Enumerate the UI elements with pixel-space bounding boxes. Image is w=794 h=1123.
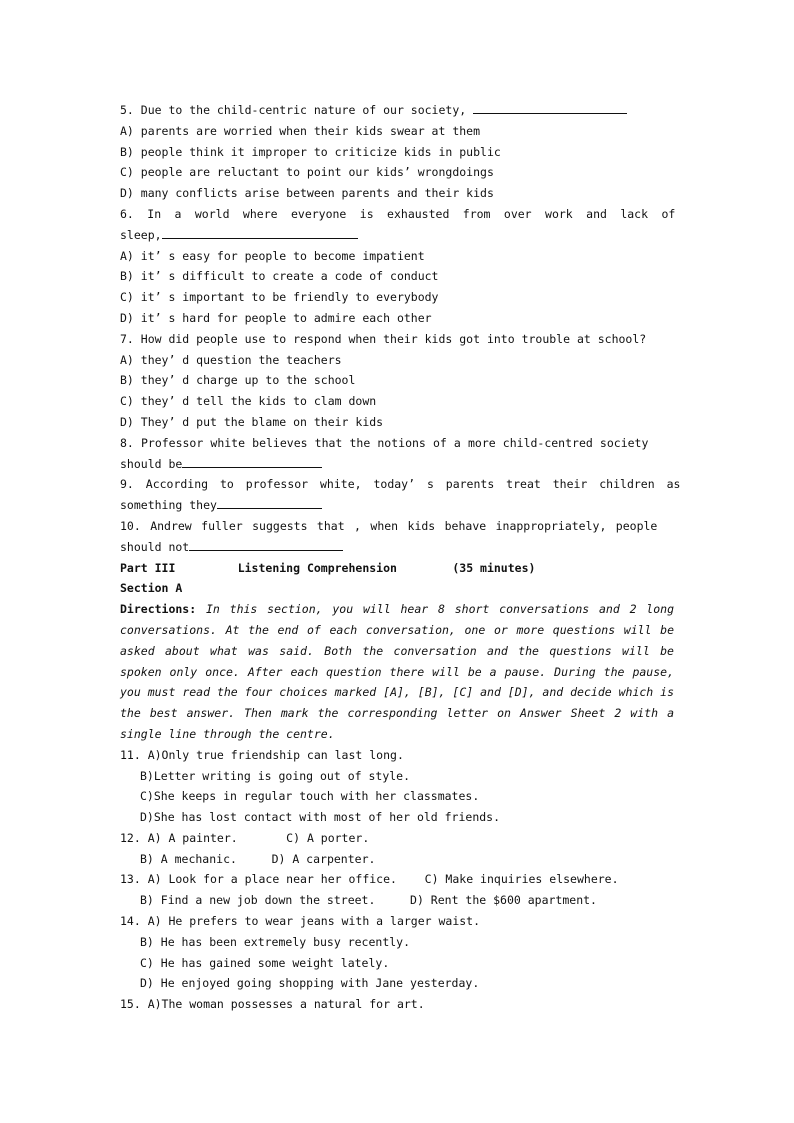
question-6-stem-line1: 6. In a world where everyone is exhausted from over work and lack of xyxy=(120,206,676,221)
question-13-row2 xyxy=(120,890,674,911)
option-6c: C) it’ s important to be friendly to everybody xyxy=(120,290,439,305)
option-5c: C) people are reluctant to point our kids’ wrongdoings xyxy=(120,165,494,180)
question-9-line1: 9. According to professor white, today’ s parents treat their children as xyxy=(120,477,681,492)
directions-label: Directions: xyxy=(120,602,197,617)
answer-blank-9 xyxy=(217,495,322,509)
option-12c: C) A porter. xyxy=(286,830,370,845)
option-13b: B) Find a new job down the street. xyxy=(140,893,376,908)
question-8-stem-end: should be xyxy=(120,456,183,471)
question-14-option-a: 14. A) He prefers to wear jeans with a larger waist. xyxy=(120,914,481,929)
option-12a: 12. A) A painter. xyxy=(120,830,238,845)
option-7a: A) they’ d question the teachers xyxy=(120,352,342,367)
directions-text: In this section, you will hear 8 short conversations and 2 long conversations. At the end of each conversation, one or more questions will be asked about what was said. Both the conversation and the questions will be spoken only once. After each question there will be a pause. During the pause, you must read the four choices marked [A], [B], [C] and [D], and decide which is the best answer. Then mark the corresponding letter on Answer Sheet 2 with a single line through the centre. xyxy=(120,602,674,741)
option-12b: B) A mechanic. xyxy=(140,851,237,866)
option-7b: B) they’ d charge up to the school xyxy=(120,373,356,388)
question-14-option-b: B) He has been extremely busy recently. xyxy=(140,934,411,949)
option-6d: D) it’ s hard for people to admire each other xyxy=(120,310,432,325)
question-11-option-c: C)She keeps in regular touch with her classmates. xyxy=(140,789,480,804)
part-title: Listening Comprehension xyxy=(237,560,397,575)
question-9-stem-end: something they xyxy=(120,498,217,513)
option-6b: B) it’ s difficult to create a code of conduct xyxy=(120,269,439,284)
part-heading xyxy=(120,558,674,579)
question-6-stem-line2 xyxy=(120,225,674,246)
part-number: Part III xyxy=(120,560,176,575)
question-10-line1: 10. Andrew fuller suggests that , when kids behave inappropriately, people xyxy=(120,518,658,533)
option-13a: 13. A) Look for a place near her office. xyxy=(120,872,397,887)
question-9-line2 xyxy=(120,495,674,516)
option-6a: A) it’ s easy for people to become impatient xyxy=(120,248,425,263)
question-6-stem-end: sleep, xyxy=(120,227,162,242)
answer-blank-5 xyxy=(473,100,627,114)
section-heading: Section A xyxy=(120,581,183,596)
question-12-row1 xyxy=(120,828,674,849)
question-15-option-a: 15. A)The woman possesses a natural for art. xyxy=(120,997,425,1012)
question-11-option-d: D)She has lost contact with most of her old friends. xyxy=(140,810,501,825)
directions xyxy=(120,599,674,745)
question-12-row2 xyxy=(120,849,674,870)
option-7d: D) They’ d put the blame on their kids xyxy=(120,414,384,429)
answer-blank-6 xyxy=(162,225,358,239)
question-8-line1: 8. Professor white believes that the notions of a more child-centred society xyxy=(120,435,649,450)
exam-content xyxy=(120,100,681,1015)
question-14-option-c: C) He has gained some weight lately. xyxy=(140,955,390,970)
question-11-option-a: 11. A)Only true friendship can last long. xyxy=(120,747,404,762)
option-13c: C) Make inquiries elsewhere. xyxy=(424,872,619,887)
answer-blank-10 xyxy=(189,537,343,551)
question-8-line2 xyxy=(120,454,674,475)
part-time: (35 minutes) xyxy=(452,560,536,575)
question-10-stem-end: should not xyxy=(120,539,190,554)
question-14-option-d: D) He enjoyed going shopping with Jane yesterday. xyxy=(140,976,480,991)
question-13-row1 xyxy=(120,869,674,890)
question-5 xyxy=(120,100,674,121)
option-12d: D) A carpenter. xyxy=(271,851,376,866)
option-13d: D) Rent the $600 apartment. xyxy=(410,893,597,908)
option-7c: C) they’ d tell the kids to clam down xyxy=(120,394,377,409)
question-11-option-b: B)Letter writing is going out of style. xyxy=(140,768,411,783)
question-7-stem: 7. How did people use to respond when their kids got into trouble at school? xyxy=(120,331,647,346)
question-5-stem: 5. Due to the child-centric nature of our society, xyxy=(120,103,467,117)
option-5d: D) many conflicts arise between parents and their kids xyxy=(120,186,494,201)
option-5b: B) people think it improper to criticize kids in public xyxy=(120,144,501,159)
option-5a: A) parents are worried when their kids swear at them xyxy=(120,123,481,138)
answer-blank-8 xyxy=(182,454,322,468)
question-10-line2 xyxy=(120,537,674,558)
